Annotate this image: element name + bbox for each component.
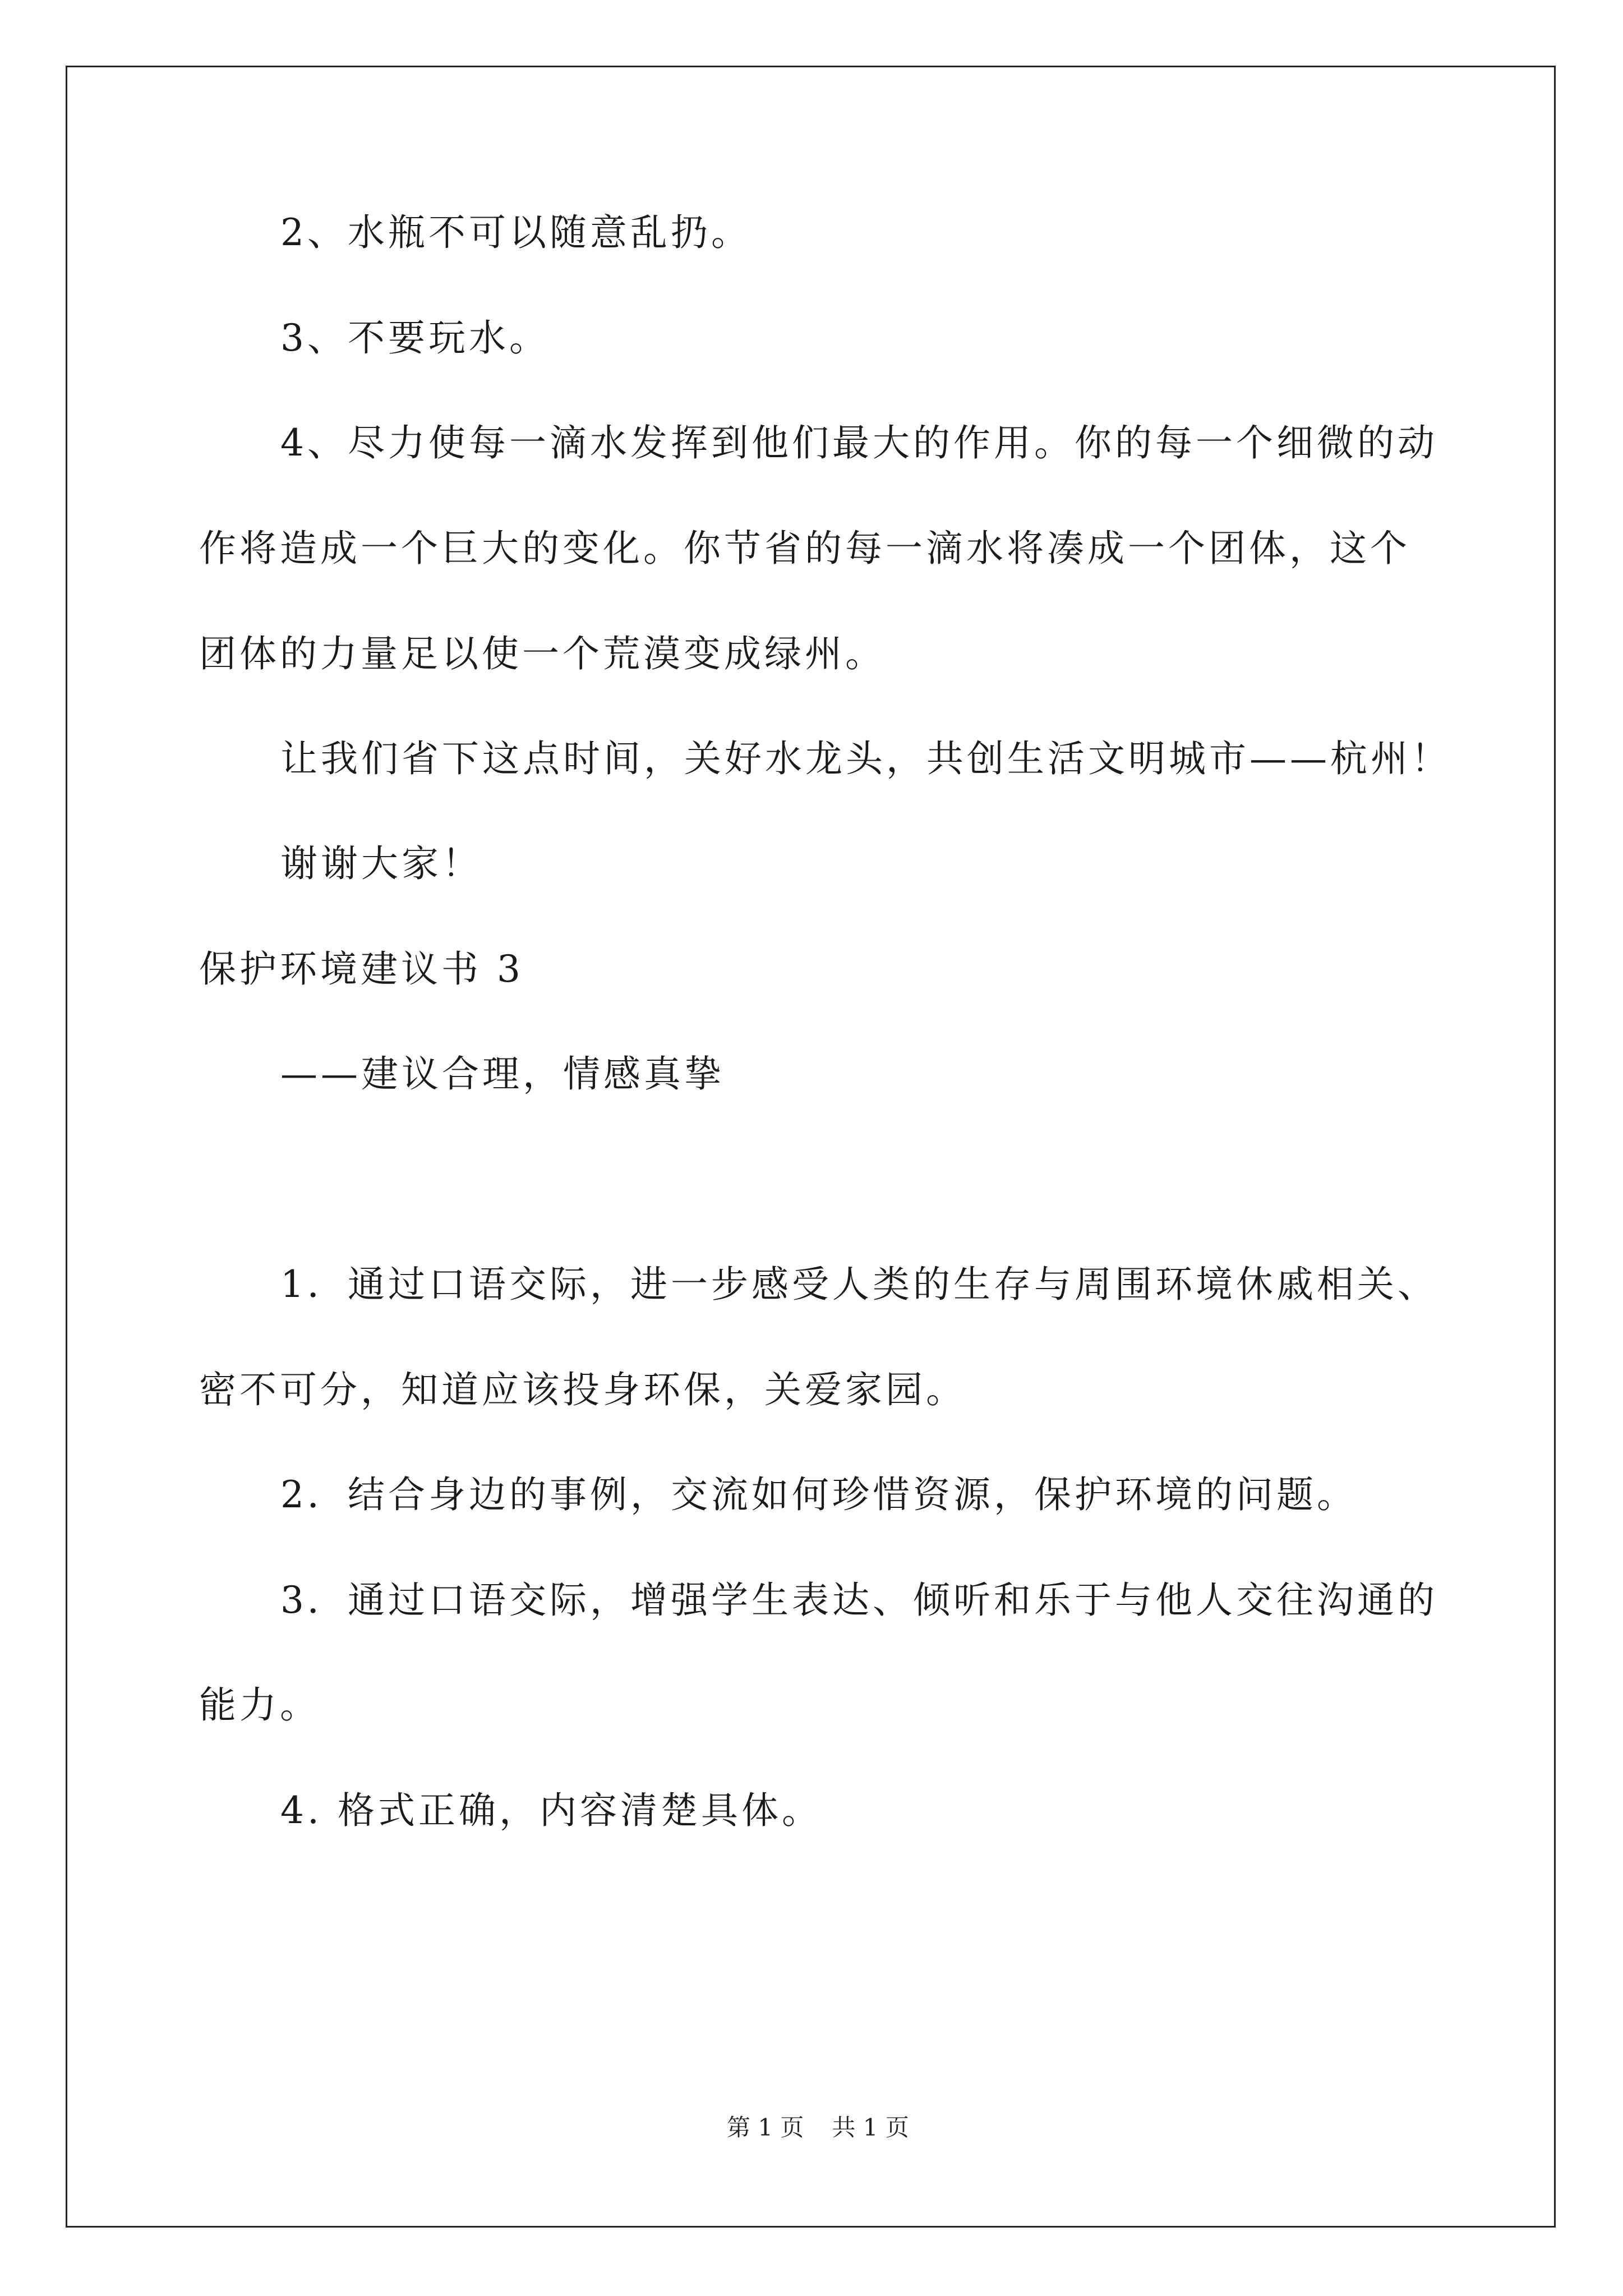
closing-call-to-action: 让我们省下这点时间，关好水龙头，共创生活文明城市——杭州！ — [280, 737, 1451, 780]
list-item-4-line-2: 作将造成一个巨大的变化。你节省的每一滴水将凑成一个团体，这个 — [199, 527, 1410, 570]
thanks-line: 谢谢大家！ — [280, 842, 482, 885]
list-item-2-bottles: 2、水瓶不可以随意乱扔。 — [280, 211, 751, 254]
section-subtitle: ——建议合理，情感真挚 — [280, 1052, 725, 1096]
section-title: 保护环境建议书 3 — [199, 947, 524, 991]
goal-3-line-2: 能力。 — [199, 1683, 320, 1727]
list-item-4-line-1: 4、尽力使每一滴水发挥到他们最大的作用。你的每一个细微的动 — [280, 421, 1438, 464]
total-pages: 共 1 页 — [832, 2114, 909, 2141]
goal-4: 4. 格式正确，内容清楚具体。 — [280, 1789, 822, 1832]
page-footer — [727, 2114, 909, 2142]
goal-1-line-2: 密不可分，知道应该投身环保，关爱家园。 — [199, 1368, 966, 1411]
goal-2: 2．结合身边的事例，交流如何珍惜资源，保护环境的问题。 — [280, 1473, 1357, 1516]
list-item-4-line-3: 团体的力量足以使一个荒漠变成绿州。 — [199, 632, 886, 675]
goal-3-line-1: 3．通过口语交际，增强学生表达、倾听和乐于与他人交往沟通的 — [280, 1579, 1438, 1622]
page-border — [66, 66, 1556, 2228]
list-item-3-no-play: 3、不要玩水。 — [280, 316, 550, 360]
page-number: 第 1 页 — [727, 2114, 804, 2141]
goal-1-line-1: 1．通过口语交际，进一步感受人类的生存与周围环境休戚相关、 — [280, 1263, 1438, 1306]
